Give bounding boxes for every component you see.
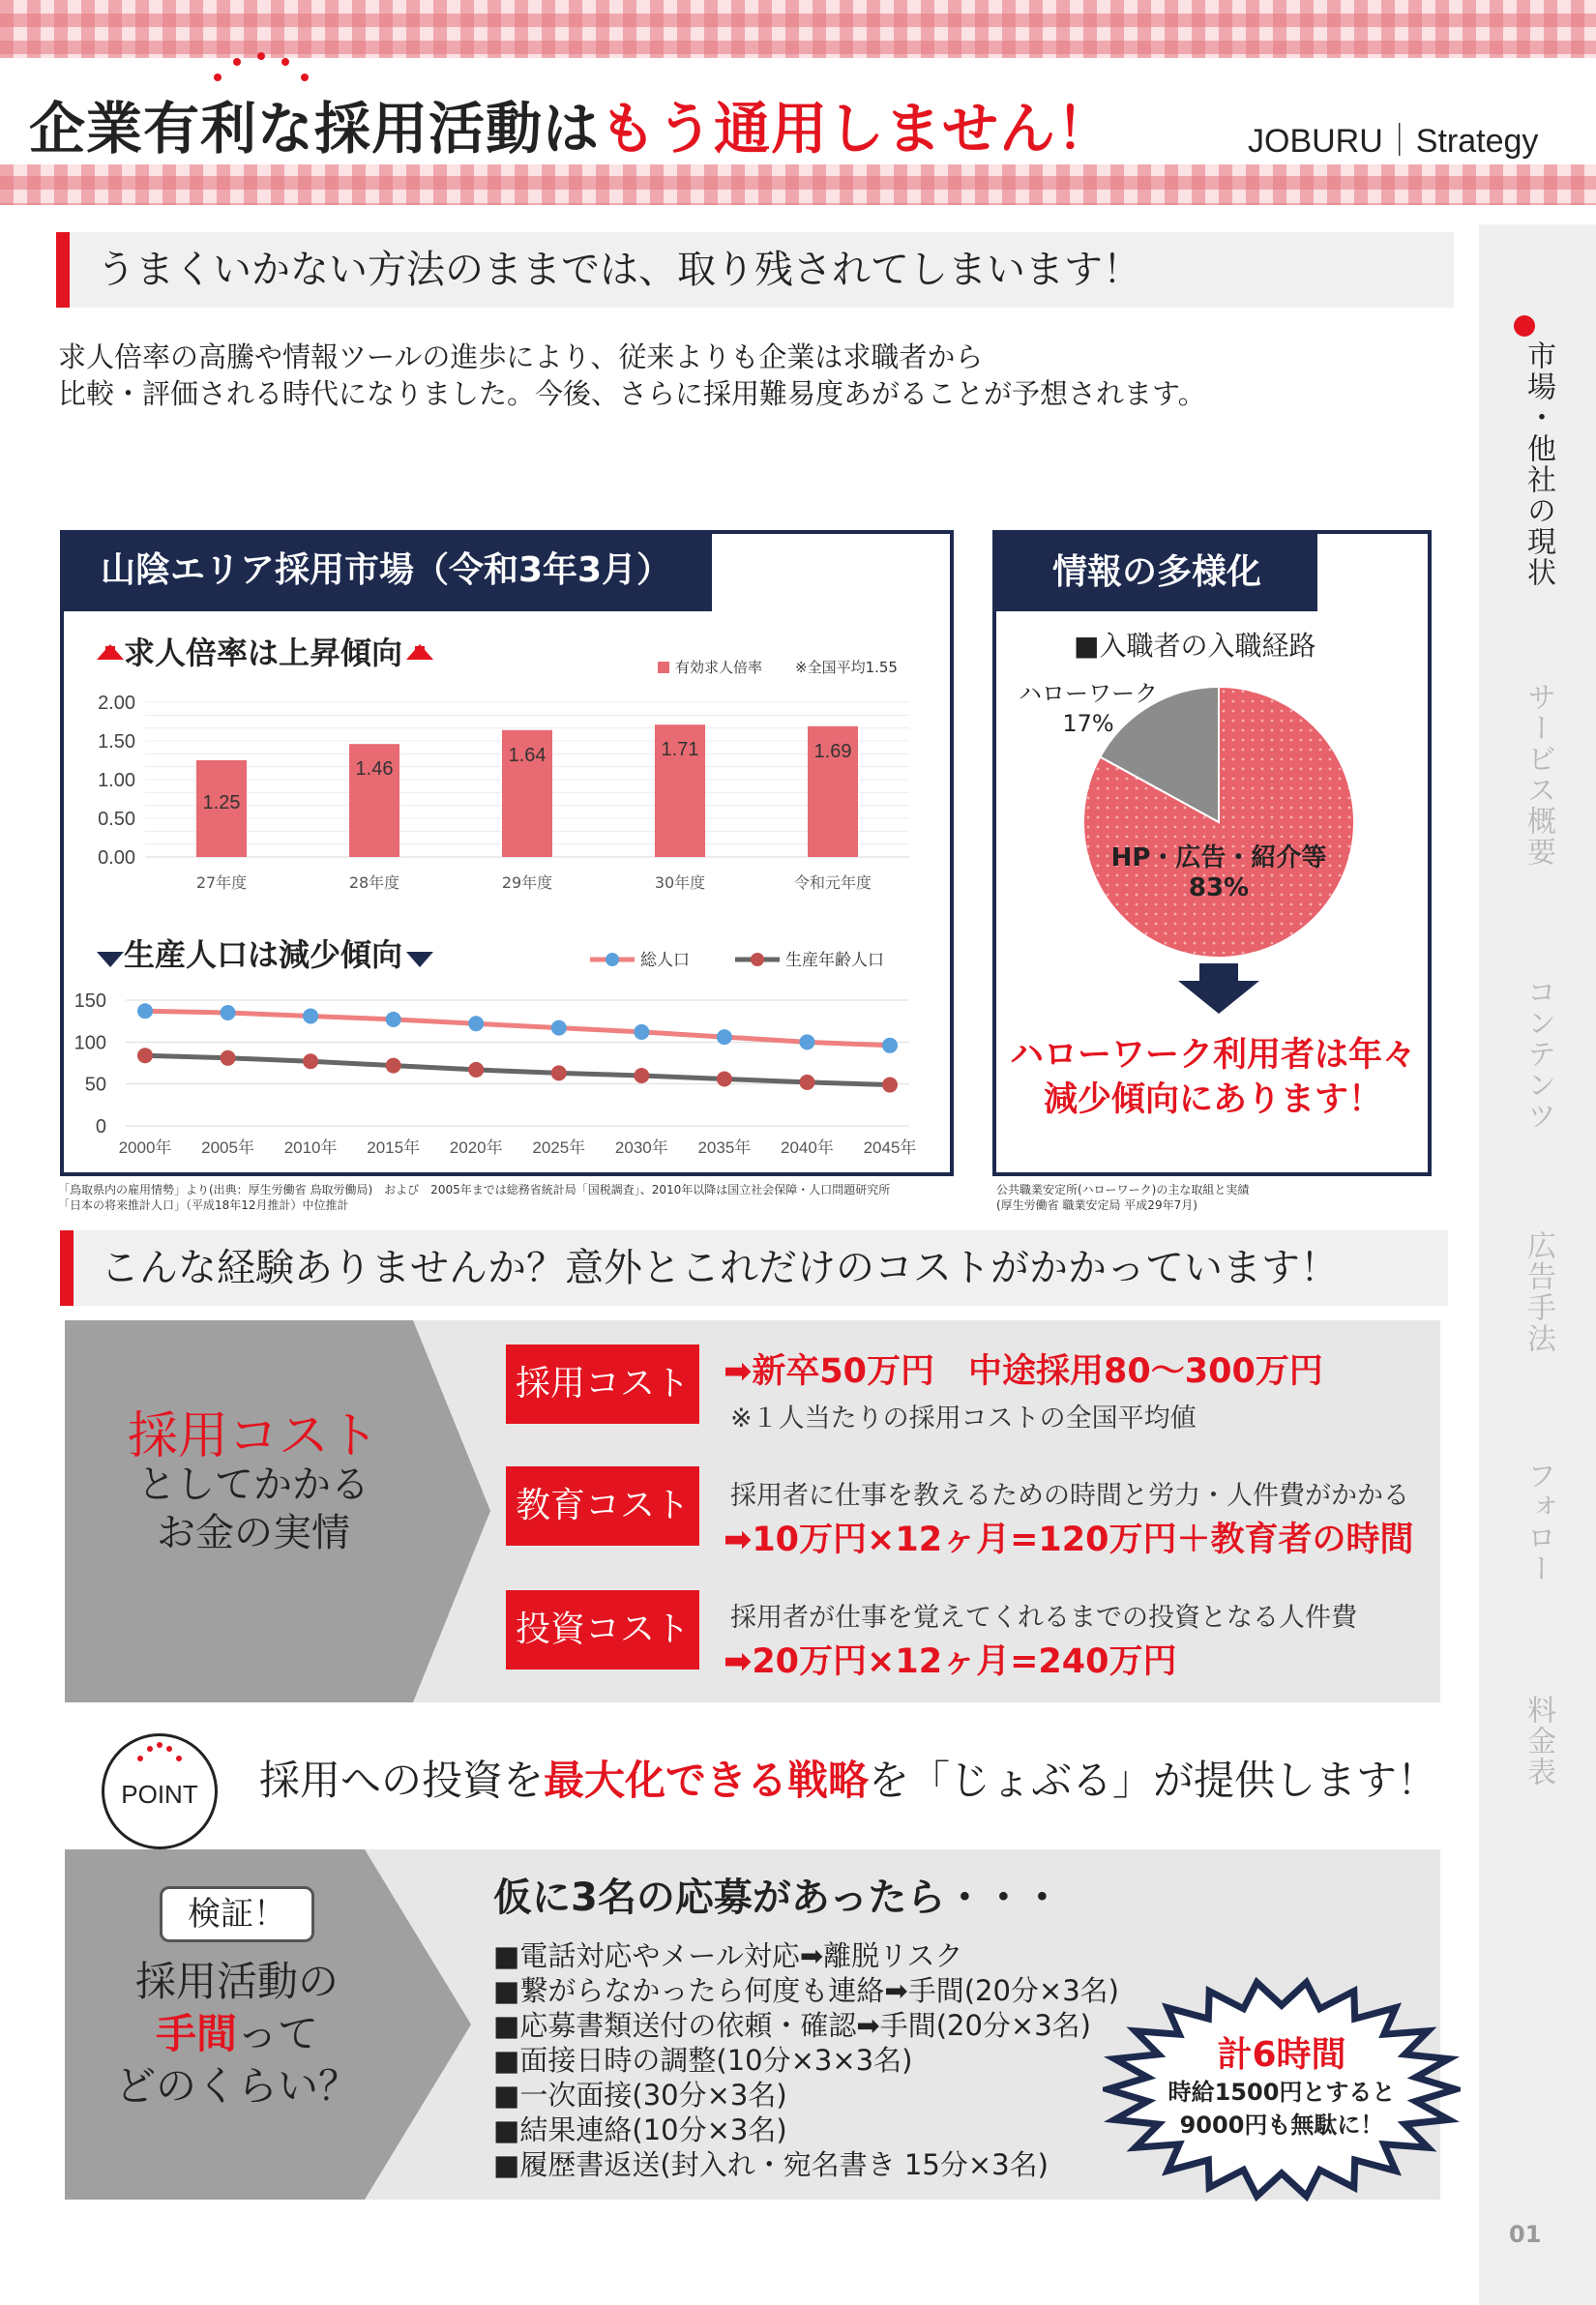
burst-line-1: 計6時間 bbox=[1217, 2035, 1346, 2075]
verify-left-red: 手間 bbox=[155, 2010, 237, 2057]
verify-left-text bbox=[97, 1956, 377, 2113]
intro-text bbox=[58, 339, 1219, 412]
burst-line-3: 9000円も無駄に！ bbox=[1179, 2112, 1384, 2139]
series-point bbox=[634, 1024, 649, 1040]
bar-value-label: 1.25 bbox=[202, 792, 241, 813]
burst-line-2: 時給1500円とすると bbox=[1167, 2079, 1396, 2106]
verify-item: ■一次面接(30分×3名) bbox=[493, 2079, 787, 2112]
nav-item-pricing[interactable]: 料金表 bbox=[1522, 1695, 1555, 1788]
bar-value-label: 1.46 bbox=[355, 758, 394, 781]
nav-item-advertising[interactable]: 広告手法 bbox=[1522, 1230, 1555, 1354]
cost-left-red: 採用コスト bbox=[127, 1407, 379, 1465]
x-tick-label: 2005年 bbox=[201, 1138, 254, 1157]
info-conclusion-line-1: ハローワーク利用者は年々 bbox=[1009, 1036, 1416, 1075]
verify-item: ■電話対応やメール対応➡離脱リスク bbox=[493, 1939, 963, 1972]
y-tick-label: 0.50 bbox=[98, 809, 135, 830]
y-tick-label: 2.00 bbox=[98, 693, 135, 714]
nav-item-contents[interactable]: コンテンツ bbox=[1522, 977, 1555, 1132]
cost-value-education: ➡10万円×12ヶ月=120万円＋教育者の時間 bbox=[724, 1521, 1414, 1559]
active-nav-dot-icon bbox=[1514, 315, 1535, 337]
brand-label: JOBURU｜Strategy bbox=[1248, 123, 1539, 160]
series-point bbox=[799, 1034, 814, 1049]
nav-item-follow[interactable]: フォロー bbox=[1522, 1461, 1555, 1584]
x-tick-label: 2015年 bbox=[367, 1138, 421, 1157]
series-point bbox=[221, 1050, 236, 1066]
verify-left-line-1: 採用活動の bbox=[134, 1958, 339, 2005]
x-tick-label: 2010年 bbox=[283, 1138, 338, 1157]
market-box-title: 山陰エリア採用市場（令和3年3月） bbox=[60, 530, 712, 611]
y-tick-label: 1.00 bbox=[98, 770, 135, 791]
cost-left-line-3: お金の実情 bbox=[157, 1511, 350, 1555]
cost-value-investment: ➡20万円×12ヶ月=240万円 bbox=[724, 1642, 1177, 1681]
cost-left-line-2: としてかかる bbox=[137, 1463, 369, 1507]
y-tick-label: 0 bbox=[95, 1116, 106, 1138]
info-conclusion-line-2: 減少傾向にあります！ bbox=[1043, 1080, 1382, 1119]
intro-line-1: 求人倍率の高騰や情報ツールの進歩により、従来よりも企業は求職者から bbox=[58, 340, 984, 373]
page-title bbox=[29, 83, 1113, 164]
x-tick-label: 2030年 bbox=[614, 1138, 668, 1157]
series-point bbox=[386, 1012, 401, 1027]
point-text-a: 採用への投資を bbox=[259, 1757, 545, 1804]
pie-label: HP・広告・紹介等 bbox=[1110, 843, 1327, 872]
x-tick-label: 2000年 bbox=[118, 1138, 172, 1157]
cost-label-recruit: 採用コスト bbox=[506, 1345, 699, 1424]
cost-sub-recruit: ※１人当たりの採用コストの全国平均値 bbox=[730, 1404, 1197, 1433]
series-point bbox=[882, 1078, 898, 1093]
section-heading-2: こんな経験ありませんか？意外とこれだけのコストがかかっています！ bbox=[60, 1230, 1448, 1306]
point-dots-icon bbox=[135, 1741, 184, 1762]
series-point bbox=[717, 1029, 732, 1045]
legend-marker bbox=[751, 953, 764, 966]
info-source-1: 公共職業安定所(ハローワーク)の主な取組と実績 bbox=[996, 1183, 1250, 1197]
y-tick-label: 150 bbox=[74, 990, 106, 1012]
x-tick-label: 27年度 bbox=[195, 873, 248, 892]
y-tick-label: 0.00 bbox=[98, 847, 135, 869]
pie-chart bbox=[1006, 667, 1422, 958]
market-source-1: 「鳥取県内の雇用情勢」より(出典：厚生労働省 鳥取労働局) および 2005年までは総務省統計局「国税調査」、2010年以降は国立社会保障・人口問題研究所 bbox=[58, 1183, 891, 1197]
line-subhead-text: 生産人口は減少傾向 bbox=[124, 936, 403, 973]
series-line bbox=[145, 1055, 890, 1084]
cost-value-recruit: ➡新卒50万円 中途採用80～300万円 bbox=[724, 1352, 1323, 1391]
series-point bbox=[221, 1005, 236, 1020]
verify-item: ■結果連絡(10分×3名) bbox=[493, 2113, 787, 2146]
info-box-title: 情報の多様化 bbox=[996, 534, 1317, 611]
nav-item-market[interactable]: 市場・他社の現状 bbox=[1522, 340, 1555, 588]
intro-line-2: 比較・評価される時代になりました。今後、さらに採用難易度あがることが予想されます。 bbox=[58, 377, 1206, 410]
emphasis-dots bbox=[208, 48, 314, 87]
series-point bbox=[882, 1038, 898, 1053]
legend-label: 生産年齢人口 bbox=[785, 951, 884, 970]
x-tick-label: 2025年 bbox=[532, 1138, 586, 1157]
x-tick-label: 29年度 bbox=[501, 873, 553, 892]
legend-swatch bbox=[658, 662, 669, 673]
series-point bbox=[137, 1048, 153, 1063]
x-tick-label: 2045年 bbox=[863, 1138, 917, 1157]
pie-value-label: 83% bbox=[1188, 873, 1250, 902]
pie-title: ■入職者の入職経路 bbox=[1074, 630, 1316, 662]
verify-item: ■繋がらなかったら何度も連絡➡手間(20分×3名) bbox=[493, 1974, 1119, 2007]
chart-note: ※全国平均1.55 bbox=[795, 659, 898, 676]
verify-list bbox=[493, 1938, 1119, 2182]
info-conclusion bbox=[998, 1033, 1428, 1122]
y-tick-label: 1.50 bbox=[98, 731, 135, 753]
x-tick-label: 2040年 bbox=[781, 1138, 834, 1157]
point-statement bbox=[259, 1749, 1437, 1807]
series-point bbox=[551, 1020, 567, 1036]
x-tick-label: 2035年 bbox=[697, 1138, 752, 1157]
info-source-2: (厚生労働省 職業安定局 平成29年7月) bbox=[996, 1198, 1197, 1212]
x-tick-label: 令和元年度 bbox=[793, 873, 872, 892]
legend-label: 有効求人倍率 bbox=[675, 659, 763, 676]
series-point bbox=[137, 1003, 153, 1019]
x-tick-label: 28年度 bbox=[348, 873, 400, 892]
series-point bbox=[303, 1008, 318, 1023]
verify-item: ■履歴書返送(封入れ・宛名書き 15分×3名) bbox=[493, 2148, 1049, 2181]
point-badge-label: POINT bbox=[121, 1780, 198, 1809]
line-chart bbox=[68, 944, 938, 1165]
cost-desc-education: 採用者に仕事を教えるための時間と労力・人件費がかかる bbox=[730, 1481, 1409, 1511]
series-point bbox=[551, 1065, 567, 1080]
series-point bbox=[717, 1071, 732, 1086]
series-line bbox=[145, 1011, 890, 1046]
bar-subhead-text: 求人倍率は上昇傾向 bbox=[124, 635, 403, 671]
x-tick-label: 30年度 bbox=[654, 873, 706, 892]
burst-text bbox=[1132, 2035, 1432, 2142]
bar-value-label: 1.71 bbox=[661, 739, 699, 761]
cost-desc-investment: 採用者が仕事を覚えてくれるまでの投資となる人件費 bbox=[730, 1603, 1357, 1633]
verify-left-line-3: どのくらい？ bbox=[114, 2062, 359, 2110]
point-text-red: 最大化できる戦略 bbox=[544, 1757, 870, 1804]
x-tick-label: 2020年 bbox=[449, 1138, 503, 1157]
series-point bbox=[386, 1058, 401, 1074]
y-tick-label: 50 bbox=[84, 1074, 106, 1096]
pie-value-label: 17% bbox=[1062, 710, 1114, 737]
page-title-red: もう通用しません！ bbox=[600, 96, 1114, 162]
down-arrow-icon bbox=[1178, 963, 1259, 1014]
cost-left-text bbox=[65, 1407, 442, 1557]
nav-item-service[interactable]: サービス概要 bbox=[1522, 682, 1555, 868]
verify-left-line-2: って bbox=[237, 2010, 319, 2057]
point-text-b: を「じょぶる」が提供します！ bbox=[869, 1757, 1438, 1804]
verify-item: ■面接日時の調整(10分×3×3名) bbox=[493, 2044, 913, 2077]
y-tick-label: 100 bbox=[74, 1032, 106, 1054]
legend-marker bbox=[606, 953, 619, 966]
legend-label: 総人口 bbox=[640, 951, 690, 970]
bar-chart bbox=[68, 654, 938, 905]
series-point bbox=[634, 1068, 649, 1083]
series-point bbox=[468, 1062, 484, 1078]
verify-badge: 検証！ bbox=[160, 1886, 314, 1942]
series-point bbox=[303, 1053, 318, 1069]
verify-heading: 仮に3名の応募があったら・・・ bbox=[493, 1876, 1062, 1920]
verify-item: ■応募書類送付の依頼・確認➡手間(20分×3名) bbox=[493, 2009, 1091, 2042]
page-number: 01 bbox=[1509, 2221, 1542, 2248]
page-title-black: 企業有利な採用活動は bbox=[29, 96, 601, 162]
cost-label-education: 教育コスト bbox=[506, 1466, 699, 1546]
series-point bbox=[799, 1075, 814, 1090]
series-point bbox=[468, 1016, 484, 1031]
market-source-2: 「日本の将来推計人口」（平成18年12月推計）中位推計 bbox=[58, 1198, 349, 1212]
section-heading-1: うまくいかない方法のままでは、取り残されてしまいます！ bbox=[56, 232, 1454, 308]
cost-label-investment: 投資コスト bbox=[506, 1590, 699, 1670]
pie-label: ハローワーク bbox=[1019, 680, 1158, 707]
bar-value-label: 1.69 bbox=[813, 740, 852, 762]
bar-value-label: 1.64 bbox=[508, 744, 547, 766]
